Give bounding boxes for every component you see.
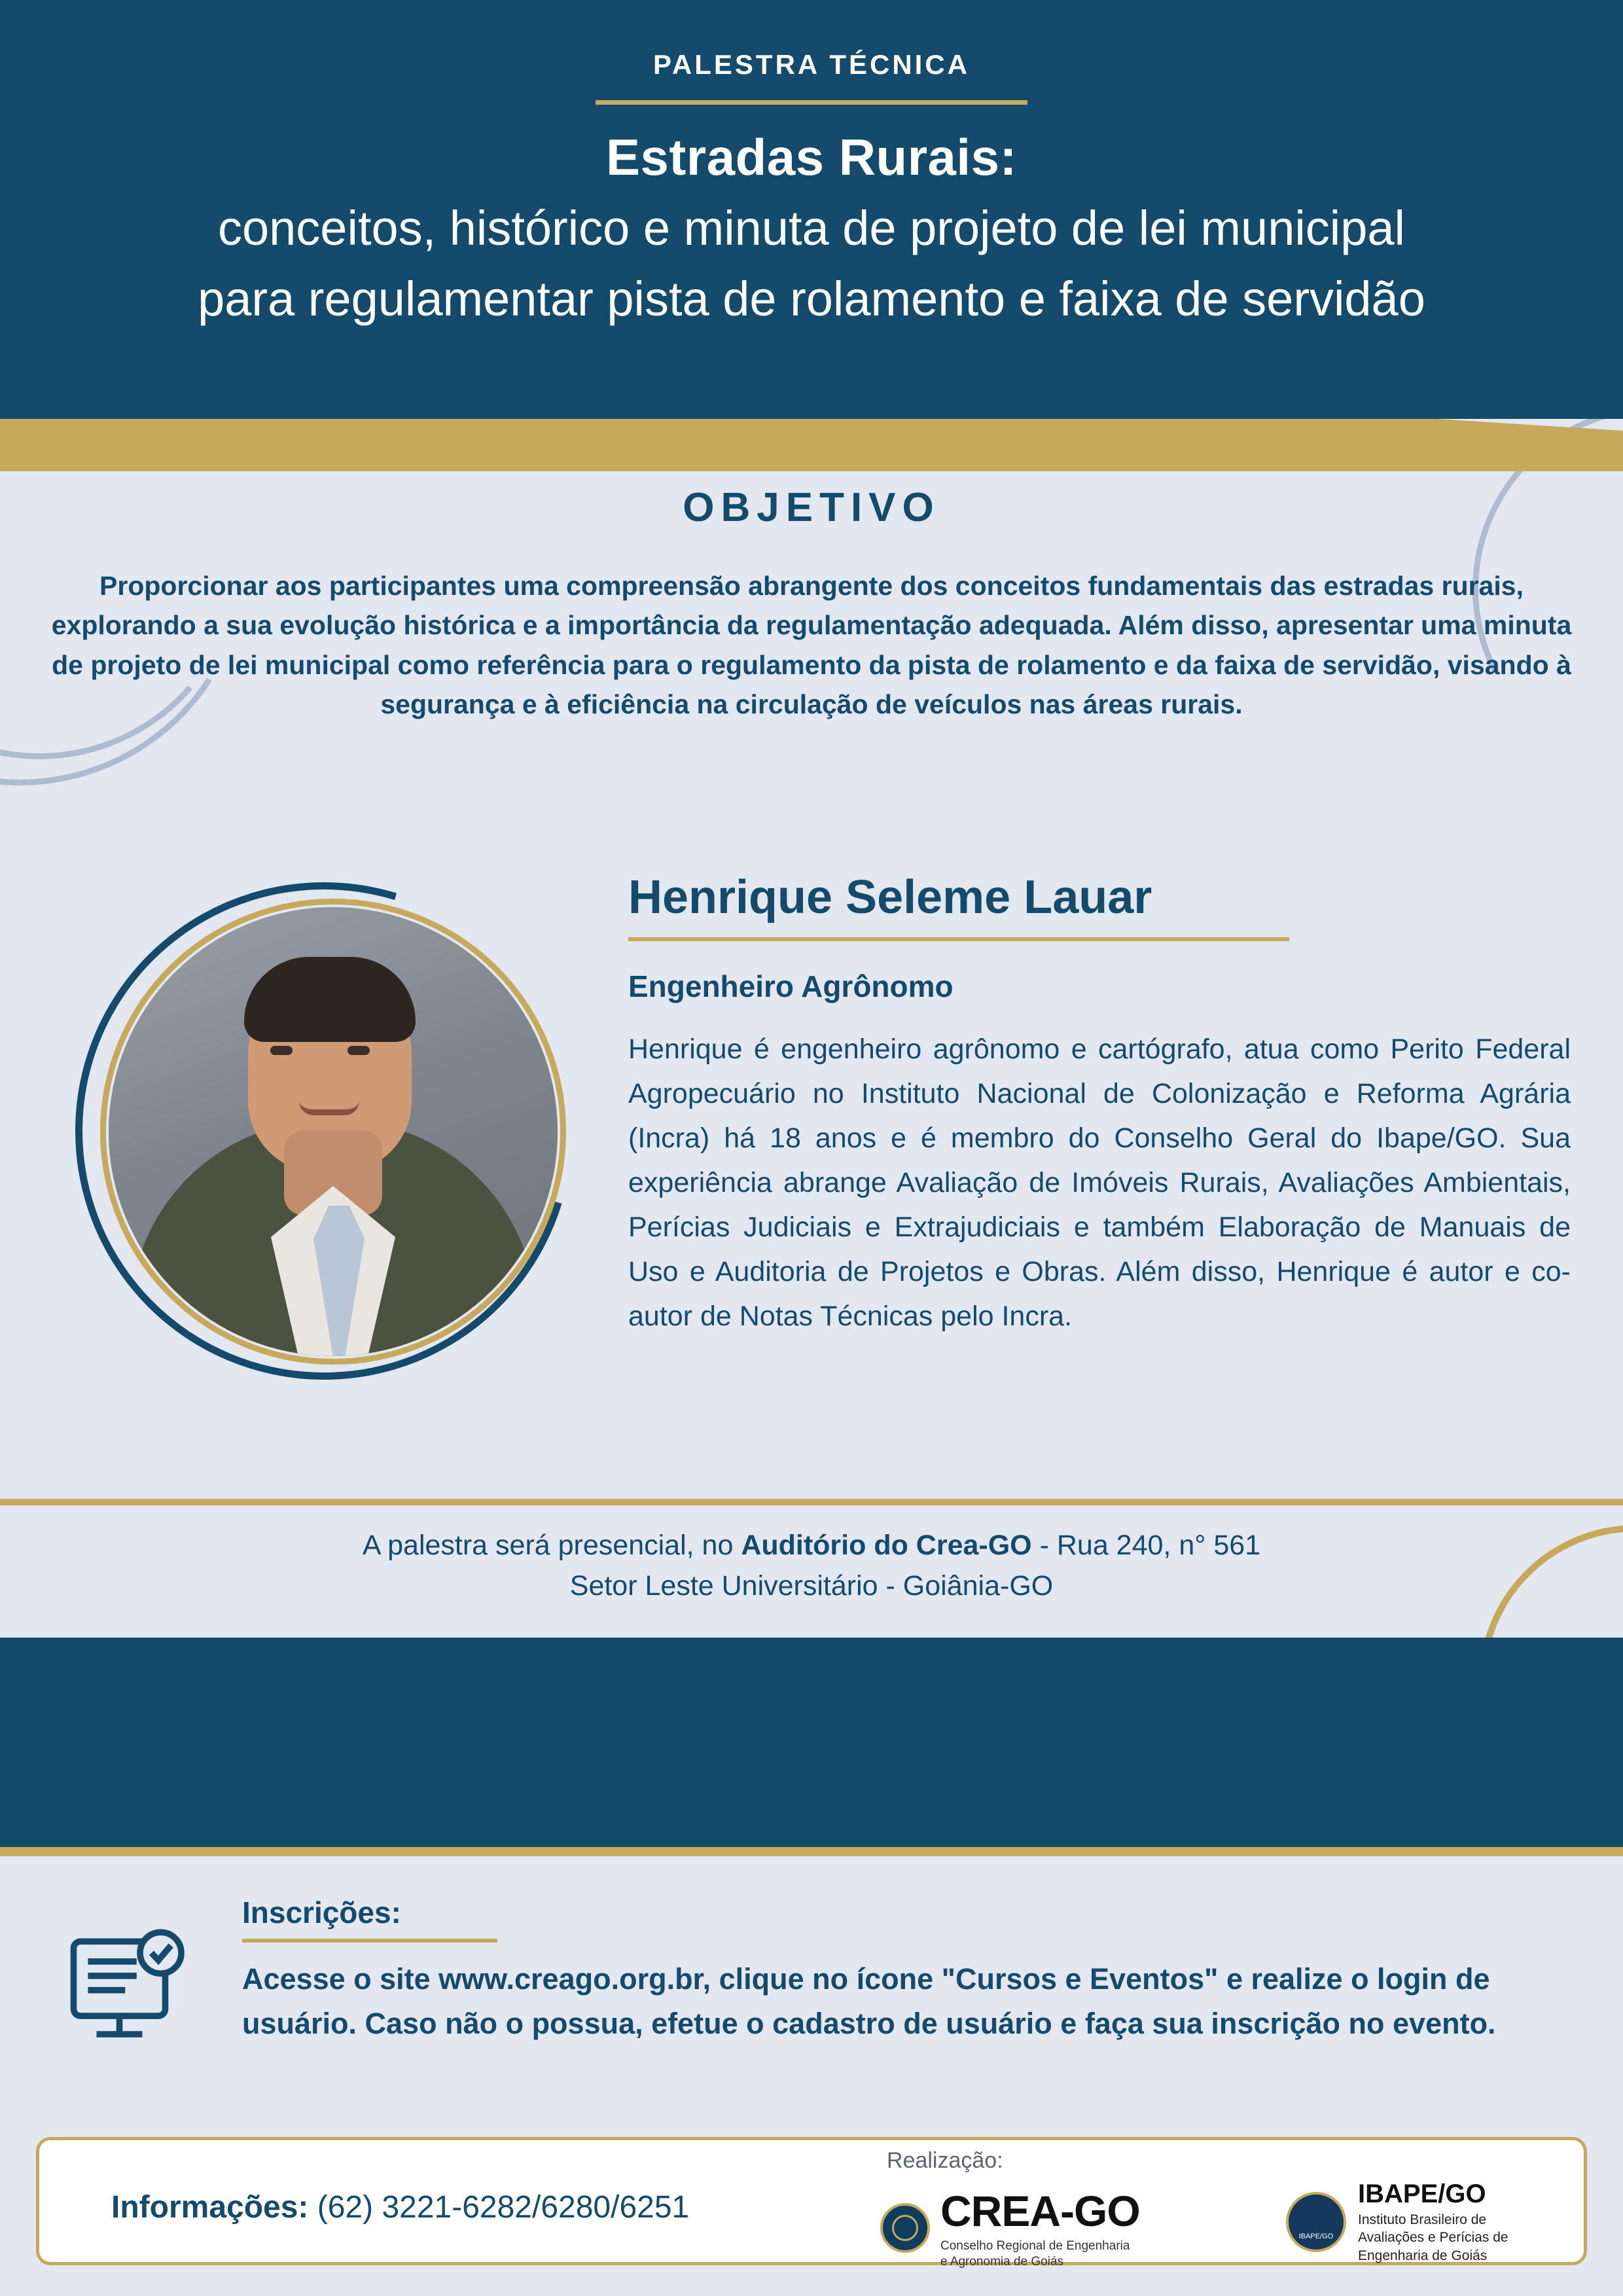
registration-title: Inscrições: — [242, 1895, 401, 1929]
venue-info — [0, 1525, 1623, 1607]
venue-line2: Setor Leste Universitário - Goiânia-GO — [569, 1570, 1054, 1602]
ibape-logo-sub2: Avaliações e Perícias de — [1358, 2230, 1508, 2246]
crea-logo-sub2: e Agronomia de Goiás — [940, 2254, 1064, 2269]
footer-contact-value: (62) 3221-6282/6280/6251 — [308, 2190, 690, 2225]
ibape-logo-sub1: Instituto Brasileiro de — [1358, 2212, 1487, 2227]
registration-title-divider — [242, 1939, 497, 1943]
venue-line1-prefix: A palestra será presencial, no — [362, 1530, 741, 1561]
crea-go-logo — [880, 2186, 1140, 2270]
speaker-role: Engenheiro Agrônomo — [628, 969, 954, 1003]
realizacao-label: Realização: — [887, 2148, 1003, 2173]
crea-logo-sub1: Conselho Regional de Engenharia — [940, 2239, 1130, 2253]
kicker-divider — [596, 100, 1027, 105]
speaker-name: Henrique Seleme Lauar — [628, 871, 1152, 924]
event-title-line2: conceitos, histórico e minuta de projeto de lei municipal — [218, 201, 1405, 255]
ibape-logo-name: IBAPE/GO — [1358, 2179, 1486, 2208]
speaker-name-divider — [628, 937, 1289, 941]
registration-instructions: Acesse o site www.creago.org.br, clique no ícone "Cursos e Eventos" e realize o login de usuário. Caso não o possua, efetue o cadastro de usuário e faça sua inscrição no evento. — [242, 1962, 1496, 2040]
event-title-line3: para regulamentar pista de rolamento e faixa de servidão — [198, 272, 1425, 327]
speaker-photo — [62, 863, 599, 1399]
venue-line1-suffix: - Rua 240, n° 561 — [1031, 1530, 1261, 1561]
ibape-go-logo — [1286, 2179, 1508, 2265]
event-title-line1: Estradas Rurais: — [606, 128, 1017, 186]
event-details-bottom-rule — [0, 1847, 1623, 1856]
footer-contact — [111, 2189, 689, 2225]
speaker-portrait-image — [109, 907, 558, 1356]
crea-seal-icon — [880, 2203, 930, 2253]
header-banner — [0, 0, 1623, 419]
ibape-logo-sub3: Engenharia de Goiás — [1358, 2248, 1488, 2263]
event-kicker: PALESTRA TÉCNICA — [653, 49, 970, 80]
ibape-seal-icon — [1286, 2192, 1346, 2252]
crea-logo-name: CREA-GO — [940, 2187, 1140, 2235]
footer-contact-label: Informações: — [111, 2190, 309, 2225]
venue-divider — [0, 1499, 1623, 1505]
venue-line1-bold: Auditório do Crea-GO — [741, 1530, 1032, 1561]
objetivo-body-text: Proporcionar aos participantes uma compreensão abrangente dos conceitos fundamentais das estradas rurais, explorando a sua evolução histórica e a importância da regulamentação adequada. Além disso, apresentar uma minuta de projeto de lei municipal como referência para o regulamento da pista de rolamento e da faixa de servidão, visando à segurança e à eficiência na circulação de veículos nas áreas rurais. — [51, 571, 1572, 719]
event-details-bar — [0, 1638, 1623, 1847]
registration-form-icon — [62, 1924, 200, 2062]
speaker-bio: Henrique é engenheiro agrônomo e cartógrafo, atua como Perito Federal Agropecuário no Instituto Nacional de Colonização e Reforma Agrária (Incra) há 18 anos e é membro do Conselho Geral do Ibape/GO. Sua experiência abrange Avaliação de Imóveis Rurais, Avaliações Ambientais, Perícias Judiciais e Extrajudiciais e também Elaboração de Manuais de Uso e Auditoria de Projetos e Obras. Além disso, Henrique é autor e co-autor de Notas Técnicas pelo Incra. — [628, 1033, 1571, 1332]
section-title-objetivo: OBJETIVO — [683, 485, 940, 530]
